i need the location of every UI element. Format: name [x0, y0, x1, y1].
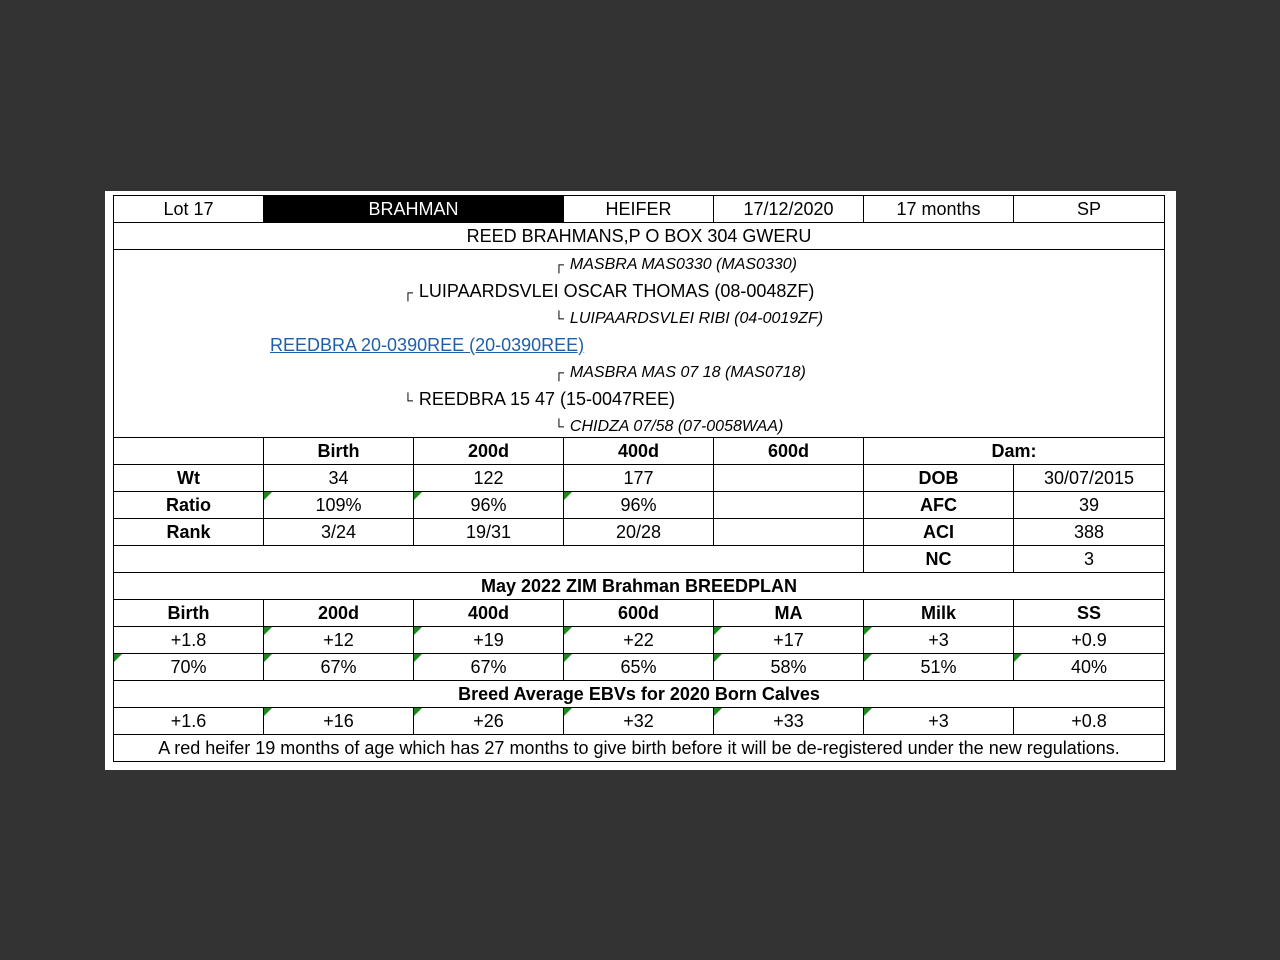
weight-row	[114, 465, 1165, 492]
dam-header: Dam:	[864, 438, 1165, 465]
dam-dob-label: DOB	[864, 465, 1014, 492]
sire-sire: ┌ MASBRA MAS0330 (MAS0330)	[554, 256, 797, 273]
ebv-ma: +17	[714, 627, 864, 654]
weight-600d	[714, 465, 864, 492]
ebv-header-400d: 400d	[414, 600, 564, 627]
breed-average-row	[114, 708, 1165, 735]
perf-header-600d: 600d	[714, 438, 864, 465]
perf-header-200d: 200d	[414, 438, 564, 465]
avg-600d: +32	[564, 708, 714, 735]
breed-average-title: Breed Average EBVs for 2020 Born Calves	[114, 681, 1165, 708]
dam: └ REEDBRA 15 47 (15-0047REE)	[403, 389, 676, 409]
pedigree-tree	[117, 250, 1161, 437]
dam-nc-label: NC	[864, 546, 1014, 573]
dob-cell: 17/12/2020	[714, 196, 864, 223]
dam-afc-label: AFC	[864, 492, 1014, 519]
type-cell: SP	[1014, 196, 1165, 223]
lot-note: A red heifer 19 months of age which has 27 months to give birth before it will be de-registered under the new regulations.	[114, 735, 1165, 762]
header-row	[114, 196, 1165, 223]
dam-afc-value: 39	[1014, 492, 1165, 519]
lot-number: Lot 17	[114, 196, 264, 223]
rank-row	[114, 519, 1165, 546]
dam-aci-value: 388	[1014, 519, 1165, 546]
acc-200d: 67%	[264, 654, 414, 681]
avg-400d: +26	[414, 708, 564, 735]
note-row	[114, 735, 1165, 762]
ebv-milk: +3	[864, 627, 1014, 654]
acc-ma: 58%	[714, 654, 864, 681]
accuracy-row	[114, 654, 1165, 681]
ebv-row	[114, 627, 1165, 654]
pedigree-cell	[114, 250, 1165, 438]
bracket-top-icon: ┌	[403, 284, 413, 300]
bracket-top-icon: ┌	[554, 256, 564, 272]
breedplan-title: May 2022 ZIM Brahman BREEDPLAN	[114, 573, 1165, 600]
avg-ss: +0.8	[1014, 708, 1165, 735]
bracket-bottom-icon: └	[403, 392, 413, 408]
dam-dob-value: 30/07/2015	[1014, 465, 1165, 492]
ratio-600d	[714, 492, 864, 519]
ebv-400d: +19	[414, 627, 564, 654]
dam-aci-label: ACI	[864, 519, 1014, 546]
sire: ┌ LUIPAARDSVLEI OSCAR THOMAS (08-0048ZF)	[403, 281, 815, 301]
sire-dam: └ LUIPAARDSVLEI RIBI (04-0019ZF)	[554, 310, 824, 327]
dam-nc-value: 3	[1014, 546, 1165, 573]
perf-header-400d: 400d	[564, 438, 714, 465]
breedplan-title-row	[114, 573, 1165, 600]
acc-ss: 40%	[1014, 654, 1165, 681]
ebv-header-milk: Milk	[864, 600, 1014, 627]
ebv-600d: +22	[564, 627, 714, 654]
breeder-row	[114, 223, 1165, 250]
perf-header-birth: Birth	[264, 438, 414, 465]
ratio-200d: 96%	[414, 492, 564, 519]
ratio-400d: 96%	[564, 492, 714, 519]
ebv-header-600d: 600d	[564, 600, 714, 627]
breedplan-header-row	[114, 600, 1165, 627]
dam-sire: ┌ MASBRA MAS 07 18 (MAS0718)	[554, 364, 806, 381]
performance-header-row	[114, 438, 1165, 465]
ebv-birth: +1.8	[114, 627, 264, 654]
breed-cell: BRAHMAN	[264, 196, 564, 223]
bracket-bottom-icon: └	[554, 418, 564, 434]
blank-cell	[114, 438, 264, 465]
ebv-header-ss: SS	[1014, 600, 1165, 627]
rank-200d: 19/31	[414, 519, 564, 546]
breed-average-title-row	[114, 681, 1165, 708]
pedigree-row	[114, 250, 1165, 438]
ebv-200d: +12	[264, 627, 414, 654]
bracket-top-icon: ┌	[554, 364, 564, 380]
animal-link[interactable]: REEDBRA 20-0390REE (20-0390REE)	[270, 335, 585, 355]
acc-600d: 65%	[564, 654, 714, 681]
acc-birth: 70%	[114, 654, 264, 681]
dam-dam: └ CHIDZA 07/58 (07-0058WAA)	[554, 418, 784, 435]
rank-birth: 3/24	[264, 519, 414, 546]
avg-milk: +3	[864, 708, 1014, 735]
row-label: Rank	[114, 519, 264, 546]
ratio-birth: 109%	[264, 492, 414, 519]
animal-id	[270, 332, 584, 358]
avg-200d: +16	[264, 708, 414, 735]
weight-400d: 177	[564, 465, 714, 492]
ebv-header-200d: 200d	[264, 600, 414, 627]
acc-milk: 51%	[864, 654, 1014, 681]
nc-row	[114, 546, 1165, 573]
bracket-bottom-icon: └	[554, 310, 564, 326]
avg-birth: +1.6	[114, 708, 264, 735]
ebv-header-ma: MA	[714, 600, 864, 627]
row-label: Wt	[114, 465, 264, 492]
blank-cell	[114, 546, 864, 573]
ebv-ss: +0.9	[1014, 627, 1165, 654]
age-cell: 17 months	[864, 196, 1014, 223]
sex-cell: HEIFER	[564, 196, 714, 223]
avg-ma: +33	[714, 708, 864, 735]
acc-400d: 67%	[414, 654, 564, 681]
rank-600d	[714, 519, 864, 546]
lot-table	[113, 195, 1165, 762]
ebv-header-birth: Birth	[114, 600, 264, 627]
breeder-address: REED BRAHMANS,P O BOX 304 GWERU	[114, 223, 1165, 250]
lot-sheet	[105, 191, 1176, 770]
weight-birth: 34	[264, 465, 414, 492]
weight-200d: 122	[414, 465, 564, 492]
row-label: Ratio	[114, 492, 264, 519]
ratio-row	[114, 492, 1165, 519]
rank-400d: 20/28	[564, 519, 714, 546]
